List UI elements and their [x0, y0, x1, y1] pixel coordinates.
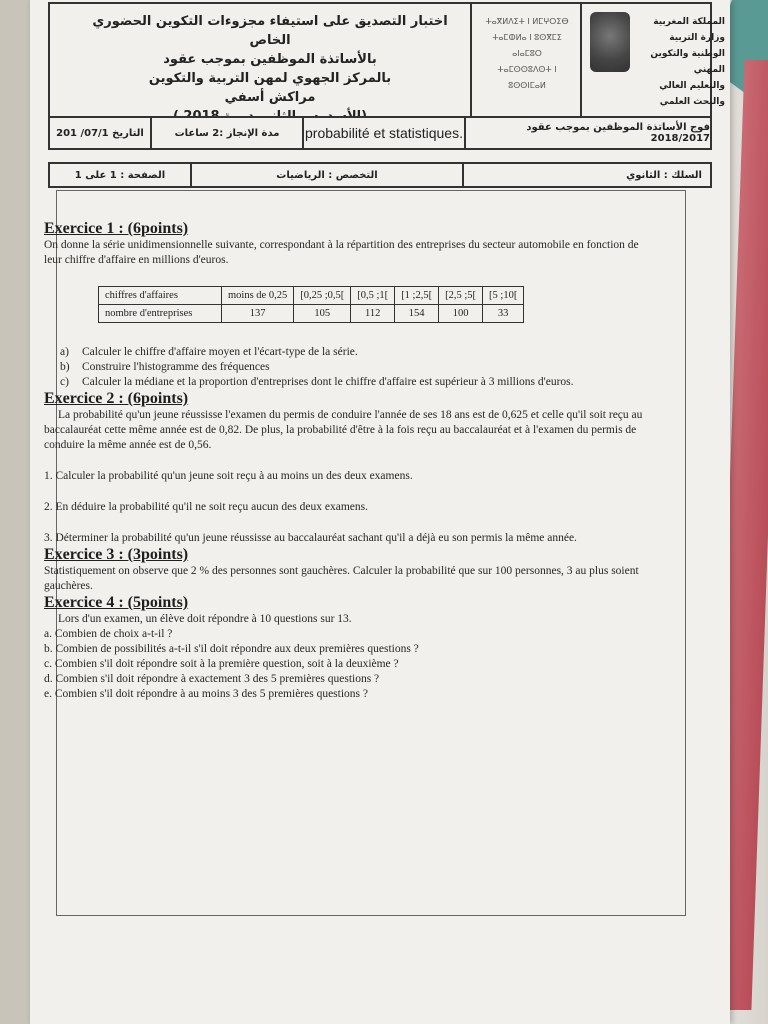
- question-item: a) Calculer le chiffre d'affaire moyen et l'écart-type de la série.: [60, 346, 358, 358]
- table-cell: [5 ;10[: [483, 287, 524, 305]
- question-item: a. Combien de choix a-t-il ?: [44, 628, 173, 640]
- header-box: [48, 2, 725, 118]
- table-cell: 33: [483, 305, 524, 323]
- exercise-2-title: Exercice 2 : (6points): [44, 390, 189, 407]
- question-item: e. Combien s'il doit répondre à au moins 3 des 5 premières questions ?: [44, 688, 369, 700]
- specialty: التخصص : الرياضيات: [276, 169, 378, 181]
- table-cell: 100: [439, 305, 483, 323]
- table-cell: 154: [395, 305, 439, 323]
- exam-duration: مدة الإنجاز :2 ساعات: [174, 127, 280, 139]
- exam-title-line: بالمركز الجهوي لمهن التربية والتكوين: [148, 71, 392, 86]
- exam-title-line: اختبار التصديق على استيفاء مجزوءات التكوين الحضوري الخاص: [92, 14, 448, 48]
- exercise-4-intro: Lors d'un examen, un élève doit répondre à 10 questions sur 13.: [58, 613, 352, 625]
- table-row: [99, 305, 524, 323]
- table-cell: [0,5 ;1[: [351, 287, 395, 305]
- tifinagh-text: ⵜⴰⴳⵍⴷⵉⵜ ⵏ ⵍⵎⵖⵔⵉⴱ ⵜⴰⵎⵀⵍⴰ ⵏ ⵓⵙⴳⵎⵉ ⴰⵏⴰⵎⵓⵔ ⵜⴰⵎⵙⵙⵓⴷⵙⵜ ⵏ ⵓⵙⵙⵏⵎⴰⵍ: [485, 17, 569, 90]
- exam-title-line: بالأساتذة الموظفين بموجب عقود: [163, 52, 377, 67]
- table-cell: moins de 0,25: [222, 287, 294, 305]
- table-cell: [1 ;2,5[: [395, 287, 439, 305]
- cohort: فوج الأساتذة الموظفين بموجب عقود 2018/2017: [526, 122, 710, 144]
- ministry-name: المملكة المغربية وزارة التربية الوطنية والتكوين المهني والتعليم العالي والبحث العلمي: [650, 17, 725, 107]
- exercise-3-text: Statistiquement on observe que 2 % des personnes sont gauchères. Calculer la probabilité que sur 100 personnes, 3 au plus soient gauchères.: [44, 565, 639, 592]
- exercise-4-title: Exercice 4 : (5points): [44, 594, 189, 611]
- question-item: d. Combien s'il doit répondre à exactement 3 des 5 premières questions ?: [44, 673, 380, 685]
- exam-title: [80, 12, 460, 126]
- table-row: [99, 287, 524, 305]
- info-row: [48, 116, 712, 150]
- question-item: c. Combien s'il doit répondre soit à la première question, soit à la deuxième ?: [44, 658, 399, 670]
- question-item: c) Calculer la médiane et la proportion d'entreprises dont le chiffre d'affaire est supérieur à 3 millions d'euros.: [60, 376, 574, 388]
- exercise-1-title: Exercice 1 : (6points): [44, 220, 189, 237]
- table-cell: 105: [294, 305, 351, 323]
- exercise-2-intro: La probabilité qu'un jeune réussisse l'examen du permis de conduire l'année de ses 18 ans est de 0,625 et celle qu'il soit reçu au baccalauréat cette même année est de 0,82. De plus, la probabilité d'être à la fois reçu au baccalauréat et à l'examen du permis de conduire la même année est de 0,56.: [44, 409, 643, 451]
- question-item: b) Construire l'histogramme des fréquences: [60, 361, 270, 373]
- exercise-3-title: Exercice 3 : (3points): [44, 546, 189, 563]
- exercise-2-question: 2. En déduire la probabilité qu'il ne soit reçu aucun des deux examens.: [44, 501, 368, 513]
- exam-date: 201 /07/1 التاريخ: [56, 127, 144, 139]
- page-number: الصفحة : 1 على 1: [74, 169, 166, 181]
- exercise-2-question: 3. Déterminer la probabilité qu'un jeune réussisse au baccalauréat sachant qu'il a déjà eu son permis la même année.: [44, 532, 577, 544]
- exercise-1-questions: [60, 345, 644, 390]
- table-cell: 137: [222, 305, 294, 323]
- table-cell: 112: [351, 305, 395, 323]
- track: السلك : الثانوي: [626, 169, 702, 181]
- table-row-label: chiffres d'affaires: [99, 287, 222, 305]
- table-cell: [2,5 ;5[: [439, 287, 483, 305]
- table-row-label: nombre d'entreprises: [99, 305, 222, 323]
- exam-title-line: مراكش أسفي: [224, 90, 316, 105]
- subject-name: probabilité et statistiques.: [305, 124, 463, 141]
- specialty-row: [48, 162, 712, 188]
- exam-content: [44, 220, 644, 702]
- frequency-table: [98, 286, 524, 323]
- coat-of-arms-icon: [590, 12, 630, 72]
- exercise-2-question: 1. Calculer la probabilité qu'un jeune soit reçu à au moins un des deux examens.: [44, 470, 413, 482]
- table-cell: [0,25 ;0,5[: [294, 287, 351, 305]
- exercise-1-intro: On donne la série unidimensionnelle suivante, correspondant à la répartition des entreprises du secteur automobile en fonction de leur chiffre d'affaire en millions d'euros.: [44, 239, 639, 266]
- question-item: b. Combien de possibilités a-t-il s'il doit répondre aux deux premières questions ?: [44, 643, 419, 655]
